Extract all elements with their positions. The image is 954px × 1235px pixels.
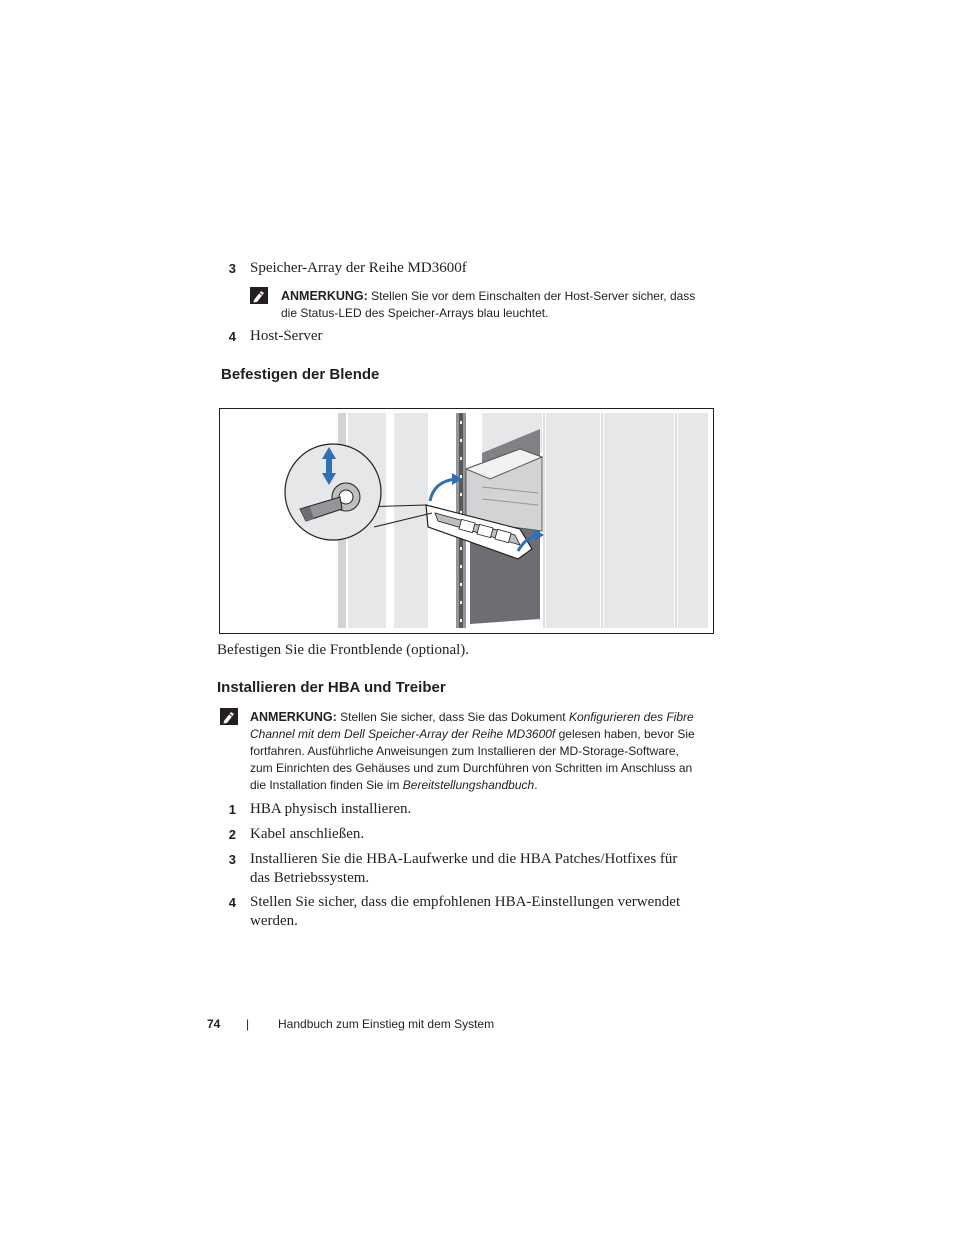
document-title: Channel mit dem Dell Speicher-Array der Reihe MD3600f bbox=[250, 727, 556, 741]
note-2-line5 bbox=[250, 777, 538, 794]
note-2-line3: fortfahren. Ausführliche Anweisungen zum Installieren der MD-Storage-Software, bbox=[250, 744, 679, 758]
step-text-continued: werden. bbox=[250, 913, 298, 929]
note-2-line2 bbox=[250, 726, 695, 743]
note-1 bbox=[281, 288, 721, 305]
step-text: Speicher-Array der Reihe MD3600f bbox=[250, 260, 467, 276]
pencil-note-icon bbox=[220, 708, 238, 725]
step-number: 4 bbox=[228, 329, 236, 344]
figure-caption: Befestigen Sie die Frontblende (optional). bbox=[217, 642, 470, 658]
footer-separator: | bbox=[246, 1017, 250, 1031]
footer-title: Handbuch zum Einstieg mit dem System bbox=[278, 1017, 495, 1031]
note-text-end: . bbox=[534, 778, 538, 792]
step-number: 2 bbox=[228, 827, 236, 842]
note-text: die Installation finden Sie im bbox=[250, 778, 400, 792]
step-text: Host-Server bbox=[250, 328, 323, 344]
note-label: ANMERKUNG: bbox=[281, 289, 368, 303]
step-text-continued: das Betriebssystem. bbox=[250, 870, 370, 886]
step-text: Stellen Sie sicher, dass die empfohlenen HBA-Einstellungen verwendet bbox=[250, 894, 681, 910]
page-number: 74 bbox=[207, 1017, 221, 1031]
step-number: 3 bbox=[228, 261, 236, 276]
note-label: ANMERKUNG: bbox=[250, 710, 337, 724]
bezel-key-illustration bbox=[219, 408, 714, 634]
step-number: 1 bbox=[228, 802, 236, 817]
note-text-line2: die Status-LED des Speicher-Arrays blau leuchtet. bbox=[281, 306, 549, 320]
note-text-line1: Stellen Sie vor dem Einschalten der Host-Server sicher, dass bbox=[371, 289, 696, 303]
step-text: Installieren Sie die HBA-Laufwerke und die HBA Patches/Hotfixes für bbox=[250, 851, 678, 867]
note-text: Stellen Sie sicher, dass Sie das Dokument bbox=[340, 710, 566, 724]
document-title: Bereitstellungshandbuch bbox=[402, 778, 535, 792]
pencil-note-icon bbox=[250, 287, 268, 304]
step-text: HBA physisch installieren. bbox=[250, 801, 412, 817]
note-2-line1 bbox=[250, 709, 720, 726]
step-number: 3 bbox=[228, 852, 236, 867]
step-text: Kabel anschließen. bbox=[250, 826, 365, 842]
section-heading: Installieren der HBA und Treiber bbox=[217, 679, 446, 696]
step-number: 4 bbox=[228, 895, 236, 910]
section-heading: Befestigen der Blende bbox=[221, 366, 380, 383]
document-title: Konfigurieren des Fibre bbox=[568, 710, 694, 724]
note-text: gelesen haben, bevor Sie bbox=[558, 727, 695, 741]
note-2-line4: zum Einrichten des Gehäuses und zum Durchführen von Schritten im Anschluss an bbox=[250, 761, 693, 775]
